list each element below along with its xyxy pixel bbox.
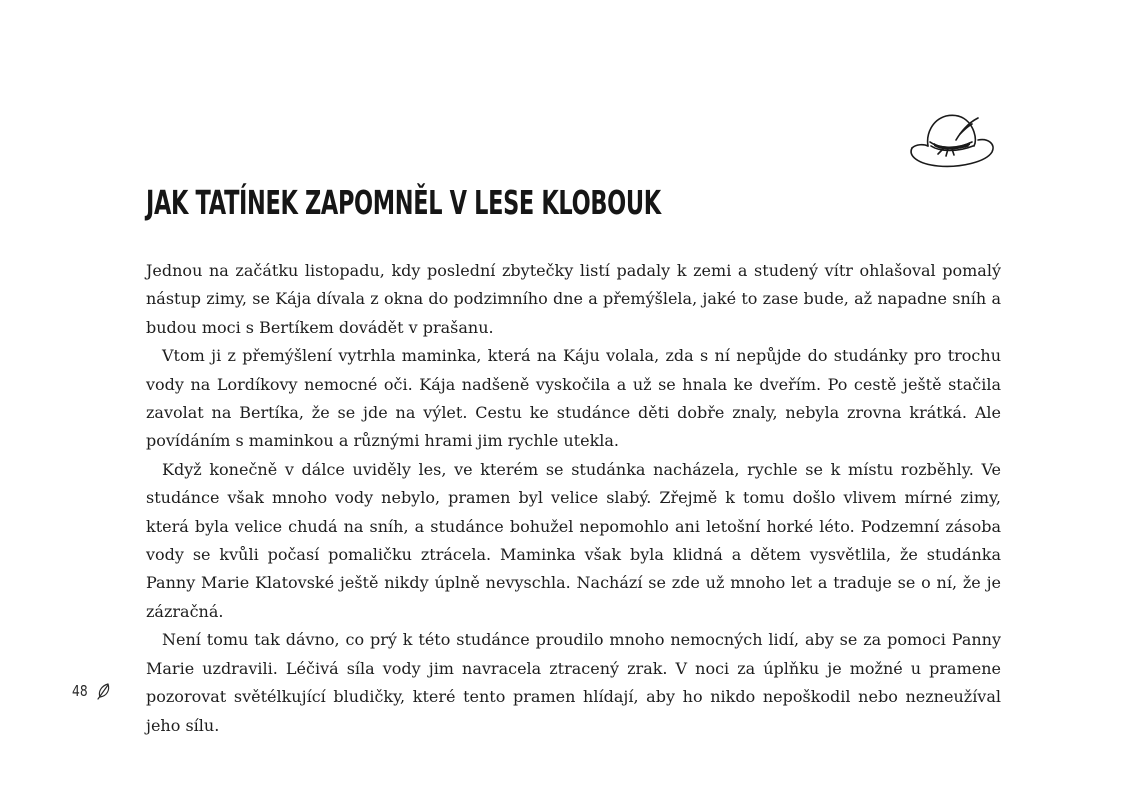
page-footer — [72, 682, 111, 700]
chapter-title: JAK TATÍNEK ZAPOMNĚL V LESE KLOBOUK — [146, 183, 661, 222]
paragraph-3: Když konečně v dálce uviděly les, ve kterém se studánka nacházela, rychle se k místu rozběhly. Ve studánce však mnoho vody nebylo, pramen byl velice slabý. Zřejmě k tomu došlo vlivem mírné zimy, která byla velice chudá na sníh, a studánce bohužel nepomohlo ani letošní horké léto. Podzemní zásoba vody se kvůli počasí pomaličku ztrácela. Maminka však byla klidná a dětem vysvětlila, že studánka Panny Marie Klatovské ještě nikdy úplně nevyschla. Nachází se zde už mnoho let a traduje se o ní, že je zázračná. — [146, 459, 1001, 621]
paragraph-1: Jednou na začátku listopadu, kdy poslední zbytečky listí padaly k zemi a studený vítr ohlašoval pomalý nástup zimy, se Kája dívala z okna do podzimního dne a přemýšlela, jaké to zase bude, až napadne sníh a budou moci s Bertíkem dovádět v prašanu. — [146, 261, 1001, 337]
leaf-icon — [97, 682, 111, 700]
hat-icon — [904, 104, 1000, 176]
page-number: 48 — [72, 682, 88, 700]
chapter-body — [146, 257, 1001, 740]
paragraph-4: Není tomu tak dávno, co prý k této studánce proudilo mnoho nemocných lidí, aby se za pomoci Panny Marie uzdravili. Léčivá síla vody jim navracela ztracený zrak. V noci za úplňku je možné u pramene pozorovat světélkující bludičky, které tento pramen hlídají, aby ho nikdo nepoškodil nebo nezneužíval jeho sílu. — [146, 630, 1001, 735]
paragraph-2: Vtom ji z přemýšlení vytrhla maminka, která na Káju volala, zda s ní nepůjde do studánky pro trochu vody na Lordíkovy nemocné oči. Kája nadšeně vyskočila a už se hnala ke dveřím. Po cestě ještě stačila zavolat na Bertíka, že se jde na výlet. Cestu ke studánce děti dobře znaly, nebyla zrovna krátká. Ale povídáním s maminkou a různými hrami jim rychle utekla. — [146, 346, 1001, 451]
